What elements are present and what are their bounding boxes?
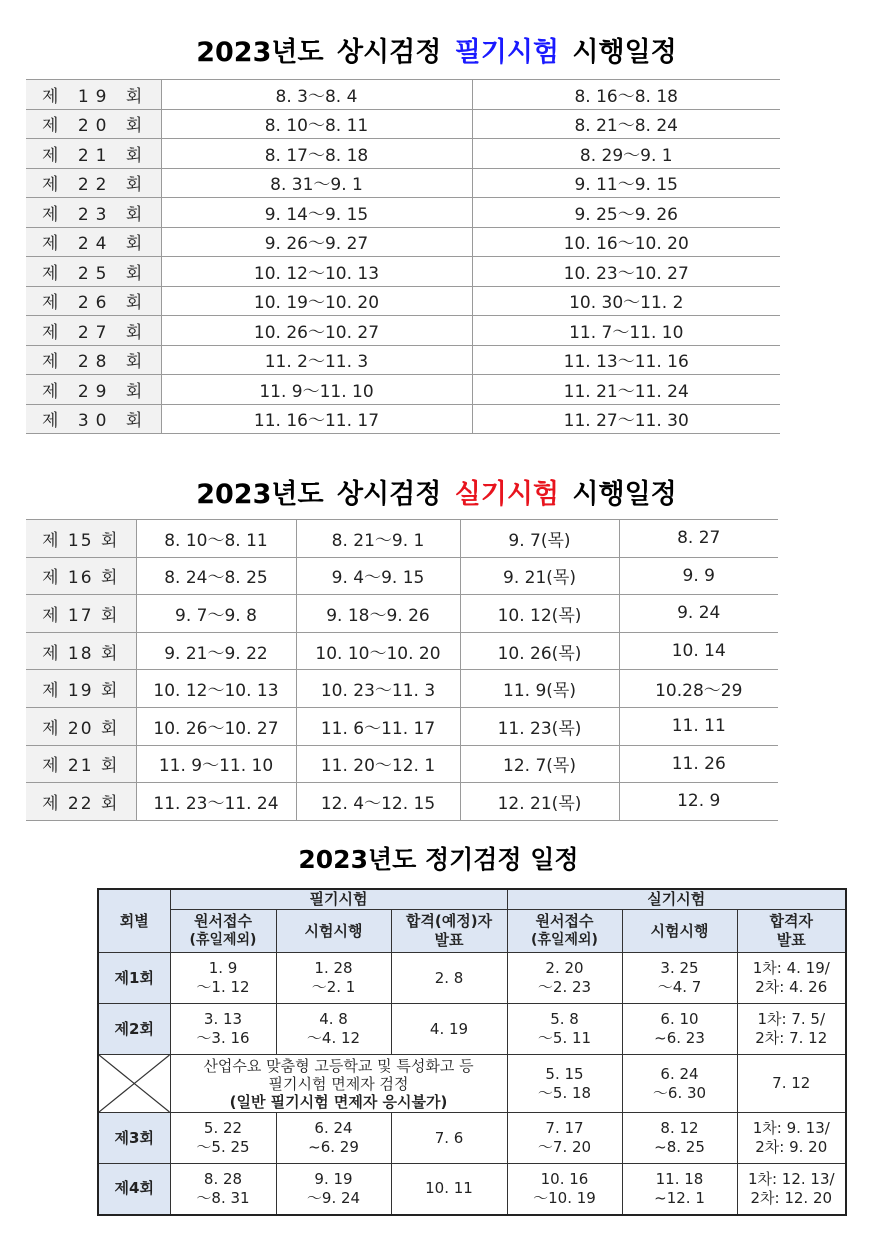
schedule-cell: 8. 3～8. 4 bbox=[161, 80, 472, 110]
written-pass-cell: 4. 19 bbox=[391, 1004, 507, 1055]
schedule-cell: 9. 25～9. 26 bbox=[472, 198, 780, 228]
regular-schedule-table bbox=[97, 888, 847, 1216]
table-row bbox=[26, 632, 778, 670]
schedule-cell: 10. 26～10. 27 bbox=[136, 707, 296, 745]
table-row bbox=[26, 557, 778, 595]
practical-schedule-table bbox=[26, 519, 778, 821]
exempt-practical-apply: 5. 15 ～5. 18 bbox=[507, 1055, 622, 1113]
schedule-cell: 10. 14 bbox=[619, 632, 778, 670]
schedule-cell: 10. 19～10. 20 bbox=[161, 286, 472, 316]
schedule-cell: 12. 7(목) bbox=[460, 745, 619, 783]
table-row bbox=[98, 1113, 846, 1164]
schedule-cell: 8. 10～8. 11 bbox=[161, 109, 472, 139]
table-row bbox=[26, 316, 780, 346]
schedule-cell: 11. 26 bbox=[619, 745, 778, 783]
schedule-cell: 10. 30～11. 2 bbox=[472, 286, 780, 316]
round-label: 제4회 bbox=[98, 1164, 170, 1215]
schedule-cell: 9. 26～9. 27 bbox=[161, 227, 472, 257]
practical-apply-cell: 2. 20 ～2. 23 bbox=[507, 953, 622, 1004]
table-row bbox=[26, 257, 780, 287]
exempt-description: 산업수요 맞춤형 고등학교 및 특성화고 등 필기시험 면제자 검정 (일반 필기시험 면제자 응시불가) bbox=[170, 1055, 507, 1113]
schedule-cell: 9. 11～9. 15 bbox=[472, 168, 780, 198]
round-label: 제 27 회 bbox=[26, 316, 161, 346]
schedule-cell: 10. 10～10. 20 bbox=[296, 632, 460, 670]
table-row bbox=[26, 670, 778, 708]
schedule-cell: 11. 16～11. 17 bbox=[161, 404, 472, 434]
schedule-cell: 11. 23(목) bbox=[460, 707, 619, 745]
written-exam-cell: 9. 19 ～9. 24 bbox=[276, 1164, 391, 1215]
schedule-cell: 11. 2～11. 3 bbox=[161, 345, 472, 375]
table-row bbox=[26, 375, 780, 405]
round-label: 제 20 회 bbox=[26, 109, 161, 139]
table-row bbox=[26, 404, 780, 434]
schedule-cell: 10. 12～10. 13 bbox=[136, 670, 296, 708]
round-label: 제 21 회 bbox=[26, 139, 161, 169]
round-label: 제 26 회 bbox=[26, 286, 161, 316]
schedule-cell: 11. 11 bbox=[619, 707, 778, 745]
schedule-cell: 11. 23～11. 24 bbox=[136, 783, 296, 821]
round-label: 제 30 회 bbox=[26, 404, 161, 434]
written-exam-header: 시험시행 bbox=[276, 910, 391, 953]
exempt-cross-cell bbox=[98, 1055, 170, 1113]
round-label: 제 21 회 bbox=[26, 745, 136, 783]
practical-pass-cell: 1차: 4. 19/ 2차: 4. 26 bbox=[737, 953, 846, 1004]
practical-schedule-title bbox=[0, 472, 877, 511]
practical-apply-cell: 7. 17 ～7. 20 bbox=[507, 1113, 622, 1164]
practical-apply-cell: 10. 16 ～10. 19 bbox=[507, 1164, 622, 1215]
round-label: 제 20 회 bbox=[26, 707, 136, 745]
written-group-header: 필기시험 bbox=[170, 889, 507, 910]
title-suffix: 시행일정 bbox=[572, 479, 677, 510]
schedule-cell: 11. 20～12. 1 bbox=[296, 745, 460, 783]
table-row bbox=[26, 783, 778, 821]
written-apply-cell: 8. 28 ～8. 31 bbox=[170, 1164, 276, 1215]
written-apply-cell: 3. 13 ～3. 16 bbox=[170, 1004, 276, 1055]
table-row bbox=[26, 345, 780, 375]
table-row bbox=[26, 168, 780, 198]
schedule-cell: 9. 4～9. 15 bbox=[296, 557, 460, 595]
written-pass-cell: 10. 11 bbox=[391, 1164, 507, 1215]
practical-exam-header: 시험시행 bbox=[622, 910, 737, 953]
round-label: 제 29 회 bbox=[26, 375, 161, 405]
practical-pass-cell: 1차: 7. 5/ 2차: 7. 12 bbox=[737, 1004, 846, 1055]
round-label: 제 22 회 bbox=[26, 168, 161, 198]
practical-exam-cell: 6. 10 ~6. 23 bbox=[622, 1004, 737, 1055]
practical-exam-cell: 11. 18 ~12. 1 bbox=[622, 1164, 737, 1215]
table-row bbox=[26, 139, 780, 169]
table-row bbox=[26, 520, 778, 558]
schedule-cell: 8. 10～8. 11 bbox=[136, 520, 296, 558]
schedule-cell: 12. 4～12. 15 bbox=[296, 783, 460, 821]
schedule-cell: 10. 12(목) bbox=[460, 595, 619, 633]
round-label: 제 24 회 bbox=[26, 227, 161, 257]
schedule-cell: 9. 21(목) bbox=[460, 557, 619, 595]
table-row bbox=[26, 109, 780, 139]
written-apply-cell: 5. 22 ～5. 25 bbox=[170, 1113, 276, 1164]
schedule-cell: 11. 13～11. 16 bbox=[472, 345, 780, 375]
title-highlight: 필기시험 bbox=[454, 37, 560, 68]
written-pass-cell: 7. 6 bbox=[391, 1113, 507, 1164]
practical-exam-cell: 8. 12 ~8. 25 bbox=[622, 1113, 737, 1164]
written-apply-cell: 1. 9 ～1. 12 bbox=[170, 953, 276, 1004]
schedule-cell: 8. 21～8. 24 bbox=[472, 109, 780, 139]
title-year: 2023년도 bbox=[196, 479, 324, 510]
written-exam-cell: 4. 8 ～4. 12 bbox=[276, 1004, 391, 1055]
schedule-cell: 9. 18～9. 26 bbox=[296, 595, 460, 633]
exempt-practical-pass: 7. 12 bbox=[737, 1055, 846, 1113]
written-pass-header: 합격(예정)자 발표 bbox=[391, 910, 507, 953]
round-header: 회별 bbox=[98, 889, 170, 953]
schedule-cell: 8. 16～8. 18 bbox=[472, 80, 780, 110]
table-row bbox=[26, 227, 780, 257]
round-label: 제 16 회 bbox=[26, 557, 136, 595]
table-row bbox=[98, 1164, 846, 1215]
schedule-cell: 9. 14～9. 15 bbox=[161, 198, 472, 228]
title-category: 상시검정 bbox=[336, 479, 442, 510]
round-label: 제2회 bbox=[98, 1004, 170, 1055]
round-label: 제 15 회 bbox=[26, 520, 136, 558]
round-label: 제 22 회 bbox=[26, 783, 136, 821]
round-label: 제 19 회 bbox=[26, 670, 136, 708]
table-row bbox=[98, 953, 846, 1004]
table-row bbox=[26, 80, 780, 110]
cross-out-icon bbox=[99, 1055, 170, 1112]
table-row bbox=[26, 286, 780, 316]
schedule-cell: 8. 24～8. 25 bbox=[136, 557, 296, 595]
schedule-cell: 11. 9(목) bbox=[460, 670, 619, 708]
table-row bbox=[26, 198, 780, 228]
schedule-cell: 12. 9 bbox=[619, 783, 778, 821]
schedule-cell: 9. 21～9. 22 bbox=[136, 632, 296, 670]
schedule-cell: 11. 6～11. 17 bbox=[296, 707, 460, 745]
schedule-cell: 11. 7～11. 10 bbox=[472, 316, 780, 346]
schedule-cell: 10. 16～10. 20 bbox=[472, 227, 780, 257]
schedule-cell: 9. 7(목) bbox=[460, 520, 619, 558]
title-year: 2023년도 bbox=[196, 37, 324, 68]
schedule-cell: 9. 9 bbox=[619, 557, 778, 595]
table-row bbox=[98, 1004, 846, 1055]
practical-apply-header: 원서접수 (휴일제외) bbox=[507, 910, 622, 953]
round-label: 제 23 회 bbox=[26, 198, 161, 228]
written-exam-cell: 6. 24 ~6. 29 bbox=[276, 1113, 391, 1164]
round-label: 제 25 회 bbox=[26, 257, 161, 287]
schedule-cell: 9. 24 bbox=[619, 595, 778, 633]
practical-pass-header: 합격자 발표 bbox=[737, 910, 846, 953]
written-apply-header: 원서접수 (휴일제외) bbox=[170, 910, 276, 953]
schedule-cell: 10. 23～11. 3 bbox=[296, 670, 460, 708]
practical-apply-cell: 5. 8 ～5. 11 bbox=[507, 1004, 622, 1055]
schedule-cell: 10. 12～10. 13 bbox=[161, 257, 472, 287]
schedule-cell: 8. 31～9. 1 bbox=[161, 168, 472, 198]
schedule-cell: 11. 27～11. 30 bbox=[472, 404, 780, 434]
schedule-cell: 8. 29～9. 1 bbox=[472, 139, 780, 169]
schedule-cell: 11. 21～11. 24 bbox=[472, 375, 780, 405]
round-label: 제1회 bbox=[98, 953, 170, 1004]
schedule-cell: 11. 9～11. 10 bbox=[136, 745, 296, 783]
schedule-cell: 10. 26(목) bbox=[460, 632, 619, 670]
schedule-cell: 8. 21～9. 1 bbox=[296, 520, 460, 558]
title-suffix: 시행일정 bbox=[572, 37, 677, 68]
table-row bbox=[26, 707, 778, 745]
schedule-cell: 9. 7～9. 8 bbox=[136, 595, 296, 633]
practical-group-header: 실기시험 bbox=[507, 889, 846, 910]
regular-schedule-title: 2023년도 정기검정 일정 bbox=[298, 845, 579, 874]
written-exam-cell: 1. 28 ～2. 1 bbox=[276, 953, 391, 1004]
table-row bbox=[26, 595, 778, 633]
practical-pass-cell: 1차: 9. 13/ 2차: 9. 20 bbox=[737, 1113, 846, 1164]
schedule-cell: 8. 17～8. 18 bbox=[161, 139, 472, 169]
round-label: 제 28 회 bbox=[26, 345, 161, 375]
title-category: 상시검정 bbox=[336, 37, 442, 68]
exempt-practical-exam: 6. 24 ～6. 30 bbox=[622, 1055, 737, 1113]
practical-exam-cell: 3. 25 ～4. 7 bbox=[622, 953, 737, 1004]
round-label: 제 19 회 bbox=[26, 80, 161, 110]
round-label: 제3회 bbox=[98, 1113, 170, 1164]
schedule-cell: 8. 27 bbox=[619, 520, 778, 558]
schedule-cell: 10. 26～10. 27 bbox=[161, 316, 472, 346]
title-highlight: 실기시험 bbox=[454, 479, 560, 510]
written-schedule-table bbox=[26, 79, 780, 434]
schedule-cell: 11. 9～11. 10 bbox=[161, 375, 472, 405]
round-label: 제 17 회 bbox=[26, 595, 136, 633]
written-schedule-title bbox=[0, 30, 877, 69]
practical-pass-cell: 1차: 12. 13/ 2차: 12. 20 bbox=[737, 1164, 846, 1215]
schedule-cell: 10. 23～10. 27 bbox=[472, 257, 780, 287]
table-row bbox=[26, 745, 778, 783]
round-label: 제 18 회 bbox=[26, 632, 136, 670]
written-pass-cell: 2. 8 bbox=[391, 953, 507, 1004]
schedule-cell: 10.28～29 bbox=[619, 670, 778, 708]
schedule-cell: 12. 21(목) bbox=[460, 783, 619, 821]
